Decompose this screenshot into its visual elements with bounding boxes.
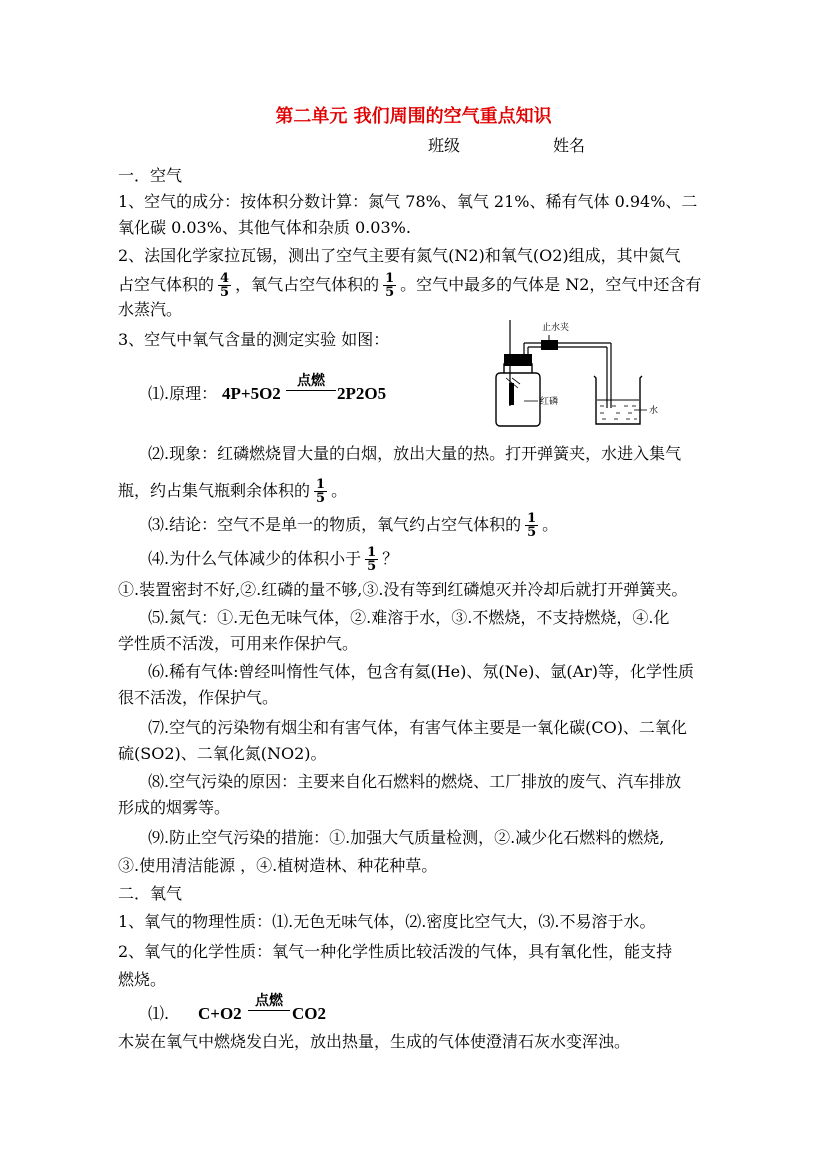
carbon-combustion-description: 木炭在氧气中燃烧发白光，放出热量，生成的气体使澄清石灰水变浑浊。 [118, 1032, 631, 1051]
paragraph-lavoisier-line2: 占空气体积的 $\frac{4}{5}$ ，氧气占空气体积的 $\frac{1}{5}$ 。空气中最多的气体是 N2，空气中还含有 [118, 271, 702, 300]
equation-carbon-left: C+O2 [198, 1004, 242, 1023]
equation-carbon-condition: 点燃 [255, 993, 283, 1009]
paragraph-composition-line1: 1、空气的成分：按体积分数计算：氮气 78%、氧气 21%、稀有气体 0.94%、二 [118, 192, 698, 211]
fraction-4-5: $\frac{4}{5}$ [220, 271, 230, 300]
equation-phosphorus-left: 4P+5O2 [222, 384, 281, 403]
equation-phosphorus-condition: 点燃 [297, 373, 325, 389]
nitrogen-line2: 学性质不活泼，可用来作保护气。 [118, 634, 359, 653]
oxygen-chemical-line1: 2、氧气的化学性质：氧气一种化学性质比较活泼的气体，具有氧化性，能支持 [118, 942, 673, 961]
why-question: ⑷.为什么气体减少的体积小于 $\frac{1}{5}$ ？ [148, 545, 399, 574]
pollutant-line1: ⑺.空气的污染物有烟尘和有害气体，有害气体主要是一氧化碳(CO)、二氧化 [148, 718, 687, 737]
pollution-cause-line2: 形成的烟雾等。 [118, 798, 231, 817]
equation-carbon-line [248, 1010, 290, 1011]
clamp-label: 止水夹 [542, 323, 570, 333]
fraction-1-5: $\frac{1}{5}$ [385, 271, 395, 300]
paragraph-lavoisier-line1: 2、法国化学家拉瓦锡，测出了空气主要有氮气(N2)和氧气(O2)组成，其中氮气 [118, 246, 681, 265]
experiment-apparatus-figure [490, 318, 670, 430]
spring-clamp [541, 340, 558, 350]
conclusion-line: ⑶.结论：空气不是单一的物质，氧气约占空气体积的 $\frac{1}{5}$ 。 [148, 511, 559, 540]
pollutant-line2: 硫(SO2)、二氧化氮(NO2)。 [118, 744, 327, 763]
section-heading-air: 一．空气 [118, 166, 183, 185]
page-title: 第二单元 我们周围的空气重点知识 [275, 106, 552, 127]
rare-gas-line2: 很不活泼，作保护气。 [118, 688, 279, 707]
equation-phosphorus-right: 2P2O5 [337, 384, 387, 403]
name-label: 姓名 [553, 136, 586, 155]
rubber-stopper [504, 354, 532, 366]
nitrogen-line1: ⑸.氮气：①.无色无味气体，②.难溶于水，③.不燃烧，不支持燃烧，④.化 [148, 608, 670, 627]
prevention-line2: ③.使用清洁能源 ，④.植树造林、种花种草。 [118, 856, 438, 875]
principle-label: ⑴.原理： [148, 384, 218, 403]
section-heading-oxygen: 二．氧气 [118, 884, 183, 903]
prevention-line1: ⑼.防止空气污染的措施：①.加强大气质量检测，②.减少化石燃料的燃烧, [148, 828, 665, 847]
class-label: 班级 [428, 136, 461, 155]
paragraph-lavoisier-line3: 水蒸汽。 [118, 300, 183, 319]
why-answer: ①.装置密封不好,②.红磷的量不够,③.没有等到红磷熄灭并冷却后就打开弹簧夹。 [118, 580, 688, 599]
equation-carbon-right: CO2 [292, 1004, 326, 1023]
paragraph-experiment-intro: 3、空气中氧气含量的测定实验 如图： [118, 330, 390, 349]
phosphorus-label: 红磷 [540, 397, 559, 407]
equation-carbon-number: ⑴. [148, 1004, 170, 1023]
pollution-cause-line1: ⑻.空气污染的原因：主要来自化石燃料的燃烧、工厂排放的废气、汽车排放 [148, 772, 682, 791]
oxygen-physical-properties: 1、氧气的物理性质：⑴.无色无味气体，⑵.密度比空气大，⑶.不易溶于水。 [118, 912, 656, 931]
observation-line2: 瓶，约占集气瓶剩余体积的 $\frac{1}{5}$ 。 [118, 477, 348, 506]
paragraph-composition-line2: 氧化碳 0.03%、其他气体和杂质 0.03%. [118, 218, 411, 237]
observation-line1: ⑵.现象：红磷燃烧冒大量的白烟，放出大量的热。打开弹簧夹，水进入集气 [148, 444, 682, 463]
water-label: 水 [649, 406, 659, 416]
oxygen-chemical-line2: 燃烧。 [118, 970, 167, 989]
collecting-bottle [496, 373, 540, 426]
equation-phosphorus-line [286, 390, 336, 391]
rare-gas-line1: ⑹.稀有气体:曾经叫惰性气体，包含有氦(He)、氖(Ne)、氩(Ar)等，化学性质 [148, 662, 695, 681]
